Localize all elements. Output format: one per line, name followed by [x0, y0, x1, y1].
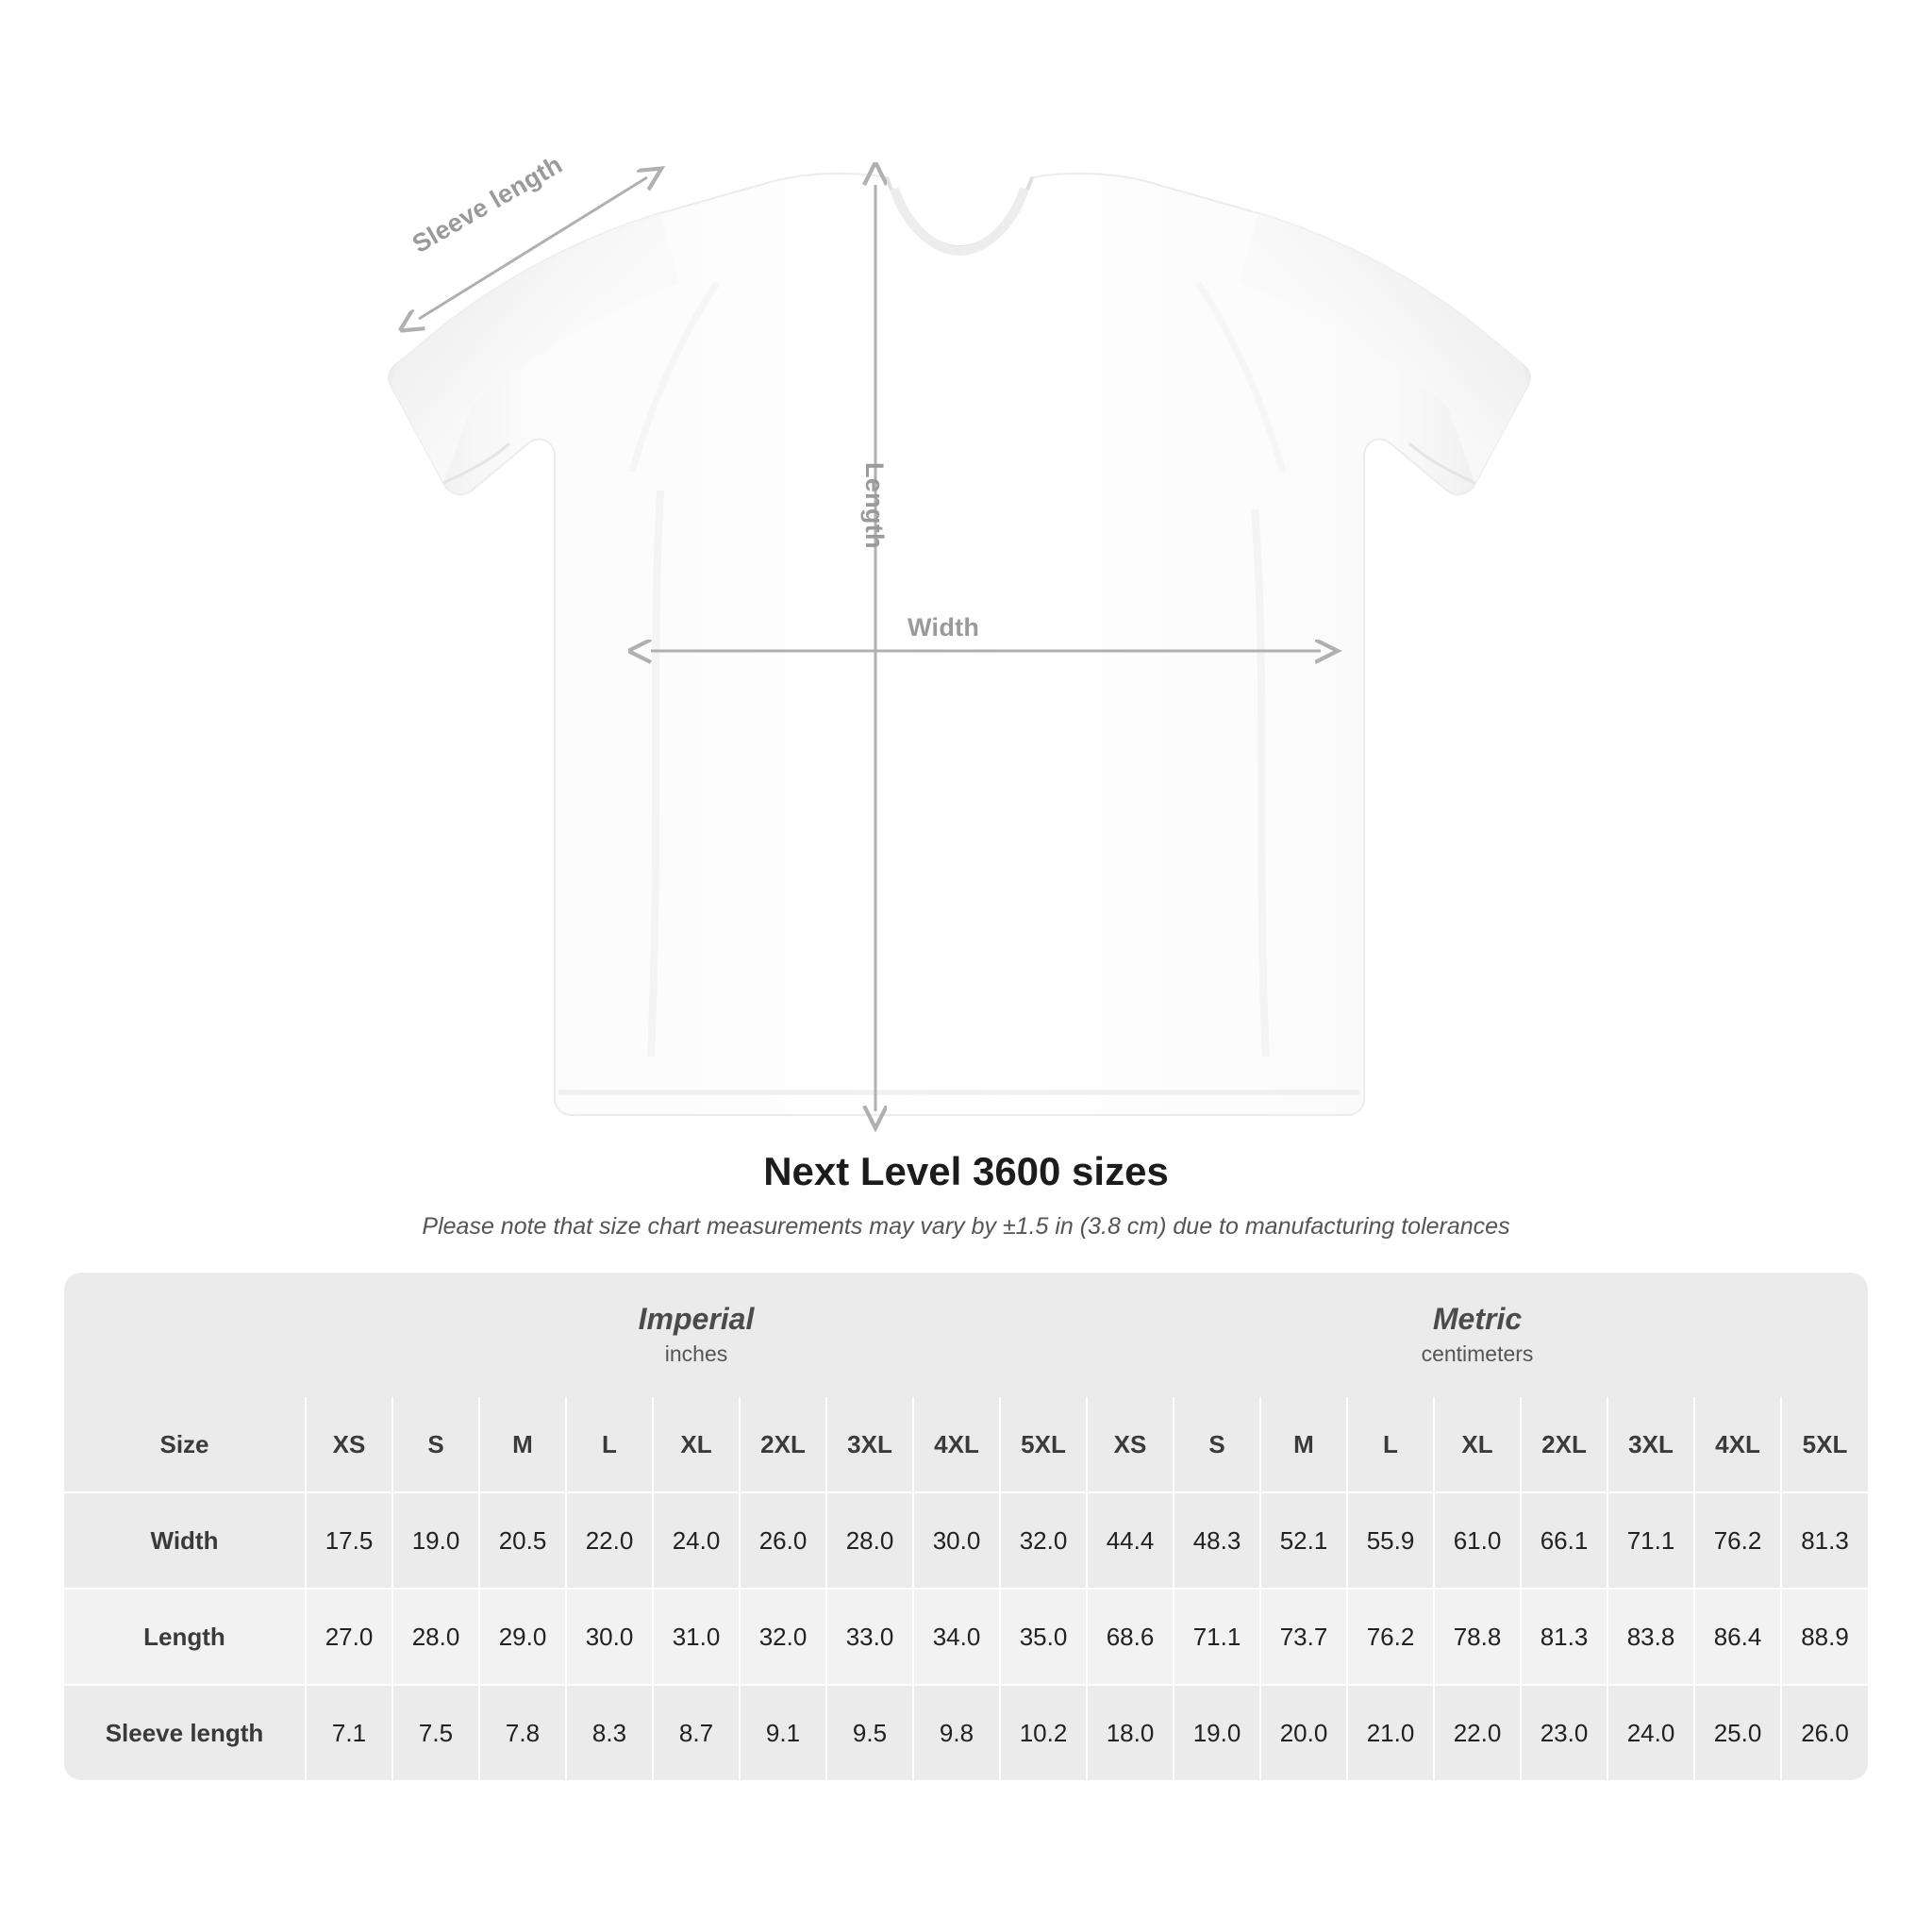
col-header-imp-5xl: 5XL — [1000, 1397, 1087, 1492]
cell-sleeve-met-2xl: 23.0 — [1521, 1685, 1607, 1780]
size-header-row — [64, 1397, 1868, 1492]
cell-sleeve-met-xl: 22.0 — [1434, 1685, 1521, 1780]
col-header-met-xs: XS — [1087, 1397, 1174, 1492]
cell-sleeve-met-3xl: 24.0 — [1607, 1685, 1694, 1780]
page-title: Next Level 3600 sizes — [763, 1149, 1169, 1193]
cell-width-imp-m: 20.5 — [479, 1492, 566, 1589]
cell-width-imp-2xl: 26.0 — [740, 1492, 826, 1589]
cell-sleeve-met-4xl: 25.0 — [1694, 1685, 1781, 1780]
cell-width-imp-xs: 17.5 — [306, 1492, 392, 1589]
cell-width-met-m: 52.1 — [1260, 1492, 1347, 1589]
col-header-met-s: S — [1174, 1397, 1260, 1492]
unit-header-imperial — [306, 1273, 1087, 1397]
cell-length-imp-5xl: 35.0 — [1000, 1589, 1087, 1685]
row-label-sleeve-length: Sleeve length — [64, 1685, 306, 1780]
cell-length-met-2xl: 81.3 — [1521, 1589, 1607, 1685]
cell-sleeve-imp-xl: 8.7 — [653, 1685, 740, 1780]
cell-length-met-3xl: 83.8 — [1607, 1589, 1694, 1685]
cell-sleeve-met-s: 19.0 — [1174, 1685, 1260, 1780]
cell-length-met-m: 73.7 — [1260, 1589, 1347, 1685]
cell-width-met-xl: 61.0 — [1434, 1492, 1521, 1589]
col-header-met-xl: XL — [1434, 1397, 1521, 1492]
cell-width-met-5xl: 81.3 — [1781, 1492, 1868, 1589]
cell-width-met-xs: 44.4 — [1087, 1492, 1174, 1589]
cell-width-met-2xl: 66.1 — [1521, 1492, 1607, 1589]
table-row — [64, 1492, 1868, 1589]
col-header-imp-s: S — [392, 1397, 479, 1492]
unit-imperial-name: Imperial — [638, 1301, 755, 1336]
row-label-length: Length — [64, 1589, 306, 1685]
cell-sleeve-imp-4xl: 9.8 — [913, 1685, 1000, 1780]
cell-length-imp-l: 30.0 — [566, 1589, 653, 1685]
cell-width-imp-s: 19.0 — [392, 1492, 479, 1589]
cell-sleeve-imp-2xl: 9.1 — [740, 1685, 826, 1780]
cell-width-imp-xl: 24.0 — [653, 1492, 740, 1589]
col-header-imp-3xl: 3XL — [826, 1397, 913, 1492]
cell-length-met-xl: 78.8 — [1434, 1589, 1521, 1685]
col-header-imp-xs: XS — [306, 1397, 392, 1492]
unit-header-metric — [1087, 1273, 1868, 1397]
cell-length-imp-xl: 31.0 — [653, 1589, 740, 1685]
cell-length-met-xs: 68.6 — [1087, 1589, 1174, 1685]
cell-length-imp-m: 29.0 — [479, 1589, 566, 1685]
cell-width-met-3xl: 71.1 — [1607, 1492, 1694, 1589]
col-header-imp-4xl: 4XL — [913, 1397, 1000, 1492]
col-header-imp-m: M — [479, 1397, 566, 1492]
row-label-width: Width — [64, 1492, 306, 1589]
width-label: Width — [908, 613, 980, 641]
cell-length-met-4xl: 86.4 — [1694, 1589, 1781, 1685]
cell-sleeve-met-m: 20.0 — [1260, 1685, 1347, 1780]
cell-width-met-s: 48.3 — [1174, 1492, 1260, 1589]
cell-sleeve-imp-xs: 7.1 — [306, 1685, 392, 1780]
col-header-met-3xl: 3XL — [1607, 1397, 1694, 1492]
cell-length-met-5xl: 88.9 — [1781, 1589, 1868, 1685]
size-table — [64, 1273, 1868, 1780]
col-header-met-5xl: 5XL — [1781, 1397, 1868, 1492]
cell-length-imp-s: 28.0 — [392, 1589, 479, 1685]
cell-width-met-l: 55.9 — [1347, 1492, 1434, 1589]
cell-length-imp-xs: 27.0 — [306, 1589, 392, 1685]
cell-sleeve-met-5xl: 26.0 — [1781, 1685, 1868, 1780]
col-header-imp-l: L — [566, 1397, 653, 1492]
cell-width-imp-l: 22.0 — [566, 1492, 653, 1589]
cell-sleeve-imp-l: 8.3 — [566, 1685, 653, 1780]
col-header-met-4xl: 4XL — [1694, 1397, 1781, 1492]
cell-length-imp-3xl: 33.0 — [826, 1589, 913, 1685]
cell-width-imp-4xl: 30.0 — [913, 1492, 1000, 1589]
size-header-label: Size — [64, 1397, 306, 1492]
sleeve-length-label: Sleeve length — [408, 150, 568, 258]
cell-width-imp-5xl: 32.0 — [1000, 1492, 1087, 1589]
cell-length-met-l: 76.2 — [1347, 1589, 1434, 1685]
cell-sleeve-imp-m: 7.8 — [479, 1685, 566, 1780]
cell-length-imp-4xl: 34.0 — [913, 1589, 1000, 1685]
tshirt-shape — [389, 174, 1530, 1115]
cell-width-imp-3xl: 28.0 — [826, 1492, 913, 1589]
length-label: Length — [860, 462, 889, 549]
cell-sleeve-met-l: 21.0 — [1347, 1685, 1434, 1780]
unit-metric-name: Metric — [1432, 1301, 1523, 1336]
unit-header-row — [64, 1273, 1868, 1397]
col-header-imp-2xl: 2XL — [740, 1397, 826, 1492]
col-header-imp-xl: XL — [653, 1397, 740, 1492]
unit-header-blank — [64, 1273, 306, 1397]
cell-sleeve-met-xs: 18.0 — [1087, 1685, 1174, 1780]
cell-width-met-4xl: 76.2 — [1694, 1492, 1781, 1589]
col-header-met-l: L — [1347, 1397, 1434, 1492]
table-row — [64, 1685, 1868, 1780]
cell-sleeve-imp-5xl: 10.2 — [1000, 1685, 1087, 1780]
cell-sleeve-imp-3xl: 9.5 — [826, 1685, 913, 1780]
unit-imperial-sub: inches — [664, 1341, 728, 1366]
cell-length-imp-2xl: 32.0 — [740, 1589, 826, 1685]
size-table-wrapper — [64, 1273, 1868, 1780]
table-row — [64, 1589, 1868, 1685]
unit-metric-sub: centimeters — [1421, 1341, 1534, 1366]
cell-length-met-s: 71.1 — [1174, 1589, 1260, 1685]
cell-sleeve-imp-s: 7.5 — [392, 1685, 479, 1780]
col-header-met-m: M — [1260, 1397, 1347, 1492]
tolerance-note: Please note that size chart measurements may vary by ±1.5 in (3.8 cm) due to manufacturing tolerances — [422, 1213, 1510, 1240]
col-header-met-2xl: 2XL — [1521, 1397, 1607, 1492]
